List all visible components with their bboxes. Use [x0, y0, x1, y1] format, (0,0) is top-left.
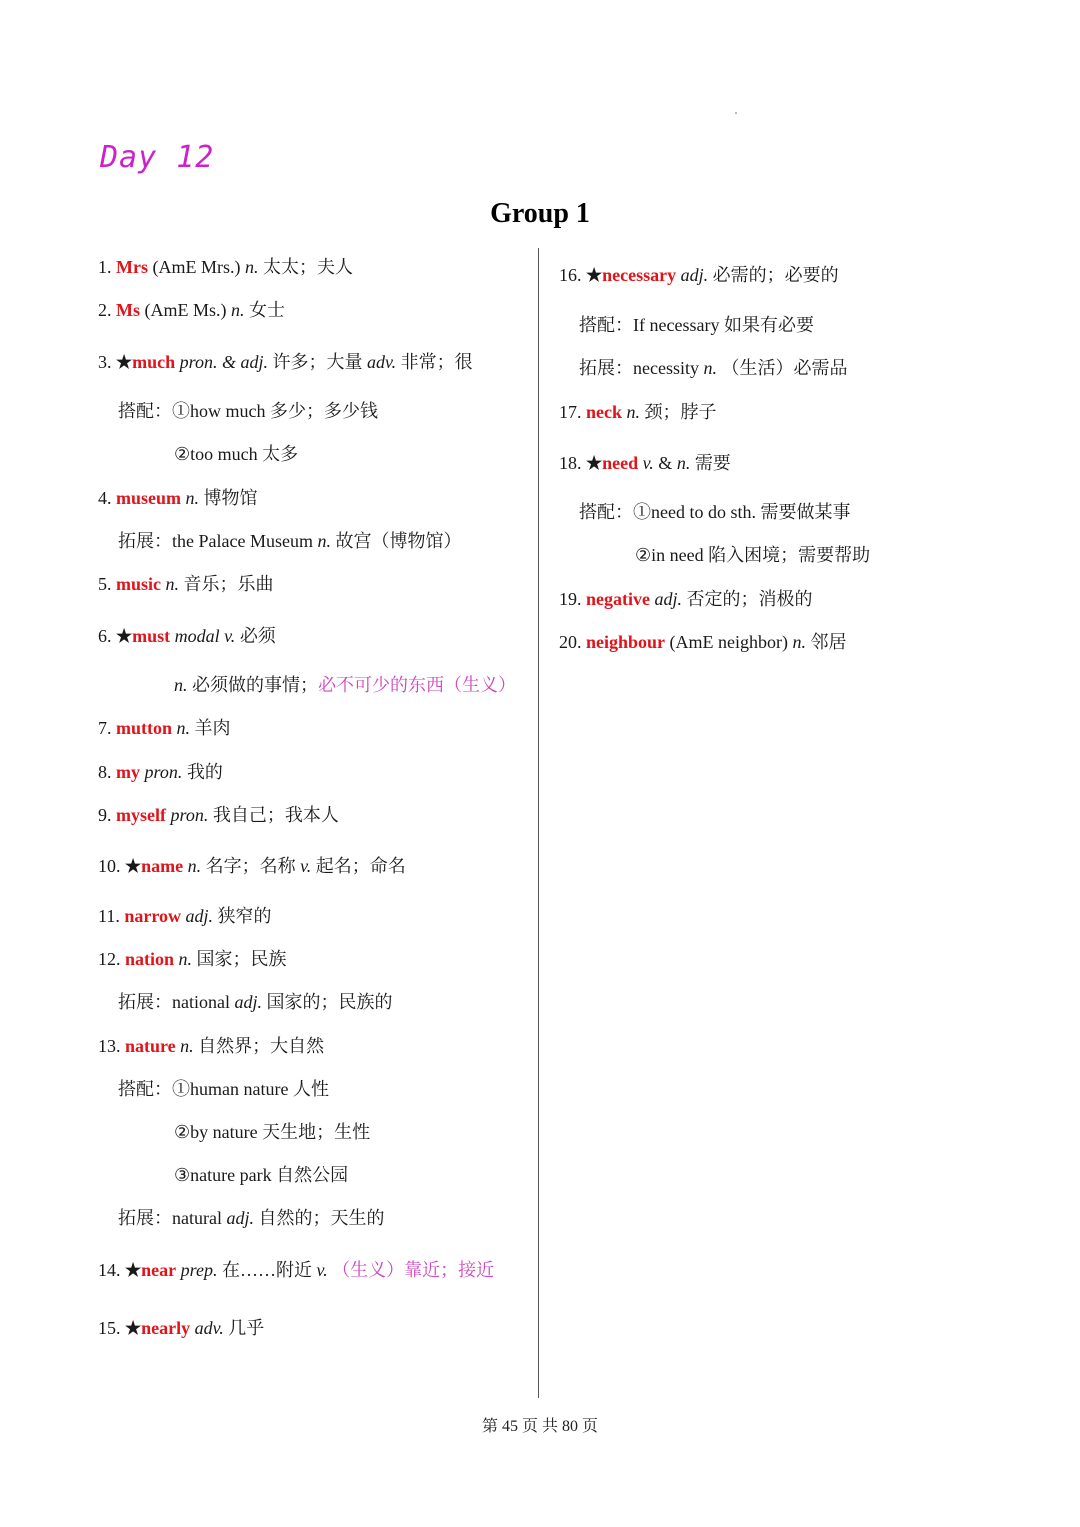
entry-detail — [98, 1077, 329, 1101]
definition-text: ②too much 太多 — [174, 444, 299, 464]
definition-text: (AmE Ms.) — [140, 300, 231, 320]
entry-myself — [98, 803, 339, 827]
headword: narrow — [124, 906, 182, 926]
definition-text: 搭配：If necessary 如果有必要 — [579, 315, 814, 335]
part-of-speech: adv. — [194, 1318, 224, 1338]
entry-Ms — [98, 298, 285, 322]
entry-near — [98, 1258, 494, 1282]
entry-Mrs — [98, 255, 353, 279]
definition-text: （生义）靠近；接近 — [332, 1260, 495, 1280]
definition-text: 博物馆 — [199, 488, 258, 508]
headword: mutton — [116, 718, 173, 738]
part-of-speech: n. — [231, 300, 245, 320]
day-title: Day 12 — [100, 140, 215, 175]
definition-text: 自然界；大自然 — [193, 1036, 325, 1056]
headword: much — [132, 352, 176, 372]
part-of-speech: adj. — [234, 992, 262, 1012]
entry-number: 3. — [98, 352, 116, 372]
entry-number: 18. — [559, 453, 586, 473]
part-of-speech: n. — [792, 632, 806, 652]
definition-text: 必须做的事情； — [187, 675, 318, 695]
entry-detail — [98, 442, 298, 466]
definition-text: 非常；很 — [396, 352, 473, 372]
entry-number: 10. — [98, 856, 125, 876]
part-of-speech: pron. & adj. — [179, 352, 268, 372]
speck — [735, 112, 737, 114]
entry-must — [98, 624, 276, 648]
definition-text: 我自己；我本人 — [208, 805, 339, 825]
entry-number: 16. — [559, 265, 586, 285]
part-of-speech: adj. — [226, 1208, 254, 1228]
entry-number: 9. — [98, 805, 116, 825]
part-of-speech: n. — [185, 488, 200, 508]
entry-number: 15. — [98, 1318, 125, 1338]
page-footer: 第 45 页 共 80 页 — [481, 1418, 598, 1435]
star-icon: ★ — [586, 453, 603, 473]
entry-neck — [559, 400, 717, 424]
definition-text: 许多；大量 — [268, 352, 367, 372]
headword: Ms — [116, 300, 140, 320]
definition-text: 颈；脖子 — [640, 402, 717, 422]
definition-text: 自然的；天生的 — [254, 1208, 385, 1228]
part-of-speech: n. — [676, 453, 691, 473]
entry-detail — [98, 673, 516, 697]
definition-text: 国家的；民族的 — [262, 992, 393, 1012]
entry-detail — [98, 529, 461, 553]
entry-neighbour — [559, 630, 847, 654]
definition-text: 拓展：natural — [118, 1208, 227, 1228]
definition-text: 拓展：the Palace Museum — [118, 531, 318, 551]
definition-text: 拓展：necessity — [579, 358, 704, 378]
headword: Mrs — [116, 257, 148, 277]
part-of-speech: adv. — [367, 352, 397, 372]
definition-text: （生活）必需品 — [716, 358, 848, 378]
entry-music — [98, 572, 274, 596]
part-of-speech: pron. — [170, 805, 209, 825]
definition-text: 女士 — [244, 300, 285, 320]
headword: museum — [116, 488, 182, 508]
entry-number: 20. — [559, 632, 586, 652]
part-of-speech: n. — [317, 531, 331, 551]
part-of-speech: n. — [178, 949, 193, 969]
part-of-speech: n. — [626, 402, 640, 422]
definition-text: 拓展：national — [118, 992, 235, 1012]
entry-number: 4. — [98, 488, 116, 508]
star-icon: ★ — [116, 352, 133, 372]
headword: near — [141, 1260, 177, 1280]
definition-text: 起名；命名 — [311, 856, 406, 876]
headword: nation — [125, 949, 175, 969]
part-of-speech: n. — [174, 675, 188, 695]
definition-text: 羊肉 — [190, 718, 231, 738]
definition-text: ②by nature 天生地；生性 — [174, 1122, 371, 1142]
star-icon: ★ — [116, 626, 133, 646]
entry-detail — [98, 1120, 370, 1144]
entry-narrow — [98, 904, 272, 928]
entry-detail — [98, 399, 378, 423]
entry-detail — [559, 543, 870, 567]
entry-number: 11. — [98, 906, 125, 926]
part-of-speech: modal v. — [174, 626, 236, 646]
definition-text: 几乎 — [223, 1318, 265, 1338]
entry-number: 6. — [98, 626, 116, 646]
definition-text: & — [653, 453, 677, 473]
part-of-speech: v. — [300, 856, 312, 876]
definition-text: (AmE Mrs.) — [147, 257, 245, 277]
entry-detail — [559, 356, 847, 380]
part-of-speech: adj. — [680, 265, 709, 285]
definition-text: 在……附近 — [217, 1260, 317, 1280]
headword: negative — [586, 589, 650, 609]
definition-text: (AmE neighbor) — [665, 632, 793, 652]
entry-much — [98, 350, 473, 374]
headword: music — [116, 574, 161, 594]
entry-name — [98, 854, 406, 878]
definition-text: 否定的；消极的 — [682, 589, 813, 609]
part-of-speech: n. — [187, 856, 202, 876]
star-icon: ★ — [125, 1318, 142, 1338]
part-of-speech: v. — [316, 1260, 328, 1280]
headword: need — [602, 453, 639, 473]
column-divider — [538, 248, 539, 1398]
star-icon: ★ — [125, 1260, 142, 1280]
headword: name — [141, 856, 184, 876]
definition-text: 搭配：①need to do sth. 需要做某事 — [579, 502, 851, 522]
definition-text: 必需的；必要的 — [708, 265, 839, 285]
star-icon: ★ — [586, 265, 603, 285]
entry-number: 19. — [559, 589, 586, 609]
headword: necessary — [602, 265, 677, 285]
definition-text: 搭配：①human nature 人性 — [118, 1079, 329, 1099]
entry-museum — [98, 486, 258, 510]
headword: my — [116, 762, 140, 782]
part-of-speech: pron. — [144, 762, 183, 782]
definition-text: 必须 — [235, 626, 276, 646]
definition-text: ③nature park 自然公园 — [174, 1165, 349, 1185]
entry-detail — [559, 500, 850, 524]
part-of-speech: adj. — [185, 906, 214, 926]
entry-negative — [559, 587, 813, 611]
headword: neck — [586, 402, 622, 422]
definition-text: 名字；名称 — [201, 856, 301, 876]
entry-number: 7. — [98, 718, 116, 738]
part-of-speech: n. — [703, 358, 717, 378]
definition-text: ②in need 陷入困境；需要帮助 — [635, 545, 871, 565]
entry-number: 17. — [559, 402, 586, 422]
headword: nature — [125, 1036, 176, 1056]
definition-text: 邻居 — [806, 632, 847, 652]
definition-text: 太太；夫人 — [258, 257, 353, 277]
definition-text: 狭窄的 — [213, 906, 272, 926]
entry-number: 2. — [98, 300, 116, 320]
part-of-speech: n. — [176, 718, 191, 738]
entry-number: 5. — [98, 574, 116, 594]
definition-text: 我的 — [182, 762, 223, 782]
entry-necessary — [559, 263, 839, 287]
definition-text: 故宫（博物馆） — [330, 531, 462, 551]
entry-my — [98, 760, 223, 784]
star-icon: ★ — [125, 856, 142, 876]
entry-nature — [98, 1034, 324, 1058]
entry-number: 13. — [98, 1036, 125, 1056]
headword: must — [132, 626, 171, 646]
part-of-speech: prep. — [180, 1260, 218, 1280]
group-title: Group 1 — [490, 198, 590, 229]
part-of-speech: n. — [244, 257, 259, 277]
entry-detail — [98, 1206, 385, 1230]
headword: nearly — [141, 1318, 191, 1338]
entry-detail — [98, 1163, 348, 1187]
entry-need — [559, 451, 731, 475]
entry-number: 12. — [98, 949, 125, 969]
definition-text: 音乐；乐曲 — [179, 574, 274, 594]
part-of-speech: v. — [642, 453, 654, 473]
entry-number: 8. — [98, 762, 116, 782]
entry-nearly — [98, 1316, 264, 1340]
entry-detail — [559, 313, 814, 337]
entry-detail — [98, 990, 393, 1014]
headword: myself — [116, 805, 166, 825]
part-of-speech: n. — [165, 574, 179, 594]
definition-text: 搭配：①how much 多少；多少钱 — [118, 401, 378, 421]
definition-text: 国家；民族 — [192, 949, 287, 969]
entry-number: 14. — [98, 1260, 125, 1280]
part-of-speech: n. — [180, 1036, 194, 1056]
entry-nation — [98, 947, 287, 971]
part-of-speech: adj. — [654, 589, 682, 609]
entry-mutton — [98, 716, 231, 740]
definition-text: 需要 — [690, 453, 731, 473]
definition-text: 必不可少的东西（生义） — [318, 675, 516, 695]
headword: neighbour — [586, 632, 666, 652]
entry-number: 1. — [98, 257, 116, 277]
